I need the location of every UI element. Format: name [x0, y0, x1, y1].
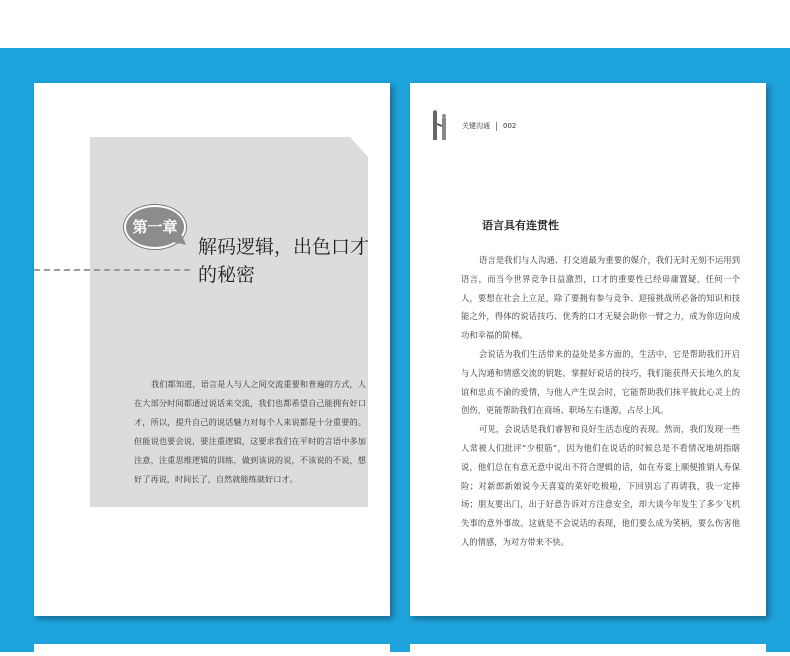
- paragraph: 会说话为我们生活带来的益处是多方面的，生活中，它是帮助我们开启与人沟通和情感交流的钥匙，掌握好说话的技巧，我们能获得天长地久的友谊和忠贞不渝的爱情，与他人产生误会时，它能帮助我们抹平彼此心灵上的创伤，更能帮助我们在商场、职场左右逢源，占尽上风。: [461, 348, 740, 416]
- right-page: [410, 83, 766, 616]
- section-title: 语言具有连贯性: [482, 219, 559, 232]
- left-page: [34, 83, 390, 616]
- next-page-right: [410, 644, 766, 656]
- body-text: [461, 251, 740, 552]
- dashed-divider: [33, 269, 190, 271]
- header-page-number: 002: [503, 122, 517, 130]
- chapter-intro-text: 我们都知道，语言是人与人之间交流重要和普遍的方式，人在大部分时间都通过说话来交流，我们也都希望自己能拥有好口才，所以，提升自己的说话魅力对每个人来说都是十分重要的。但能说也要会说，要注重逻辑，这要求我们在平时的言语中多加注意，注重思维逻辑的训练，做到该说的说，不该说的不说，想好了再说，时间长了，自然就能练就好口才。: [134, 379, 366, 484]
- chapter-intro: [134, 375, 366, 489]
- paragraph: 可见，会说话是我们睿智和良好生活态度的表现。然而，我们发现一些人常被人们批评“少根筋”，因为他们在说话的时候总是不看情况地胡指瞎说，他们总在有意无意中说出不符合逻辑的话，如在寿宴上顺便推销人寿保险；对新郎新娘说今天喜宴的菜好吃极啦，下回别忘了再请我，我一定捧场；朋友要出门，出于好意告诉对方注意安全，却大谈今年发生了多少飞机失事的意外事故。这就是不会说话的表现，他们要么成为笑柄，要么伤害他人的情感，为对方带来不快。: [461, 424, 740, 547]
- header-book-title: 关键沟通: [462, 122, 490, 130]
- paragraph: 语言是我们与人沟通、打交道最为重要的媒介，我们无时无刻不运用到语言，而当今世界竞争日益激烈，口才的重要性已经毋庸置疑，任何一个人，要想在社会上立足，除了要拥有参与竞争、迎接挑战所必备的知识和技能之外，得体的说话技巧、优秀的口才无疑会助你一臂之力，成为你迈向成功和幸福的阶梯。: [461, 255, 740, 341]
- header-separator: [496, 122, 497, 131]
- chapter-badge: 第一章: [132, 218, 178, 236]
- chapter-title: 解码逻辑，出色口才的秘密: [198, 236, 370, 286]
- next-page-left: [34, 644, 390, 656]
- running-header: [462, 121, 516, 131]
- handshake-figures-icon: [432, 110, 448, 142]
